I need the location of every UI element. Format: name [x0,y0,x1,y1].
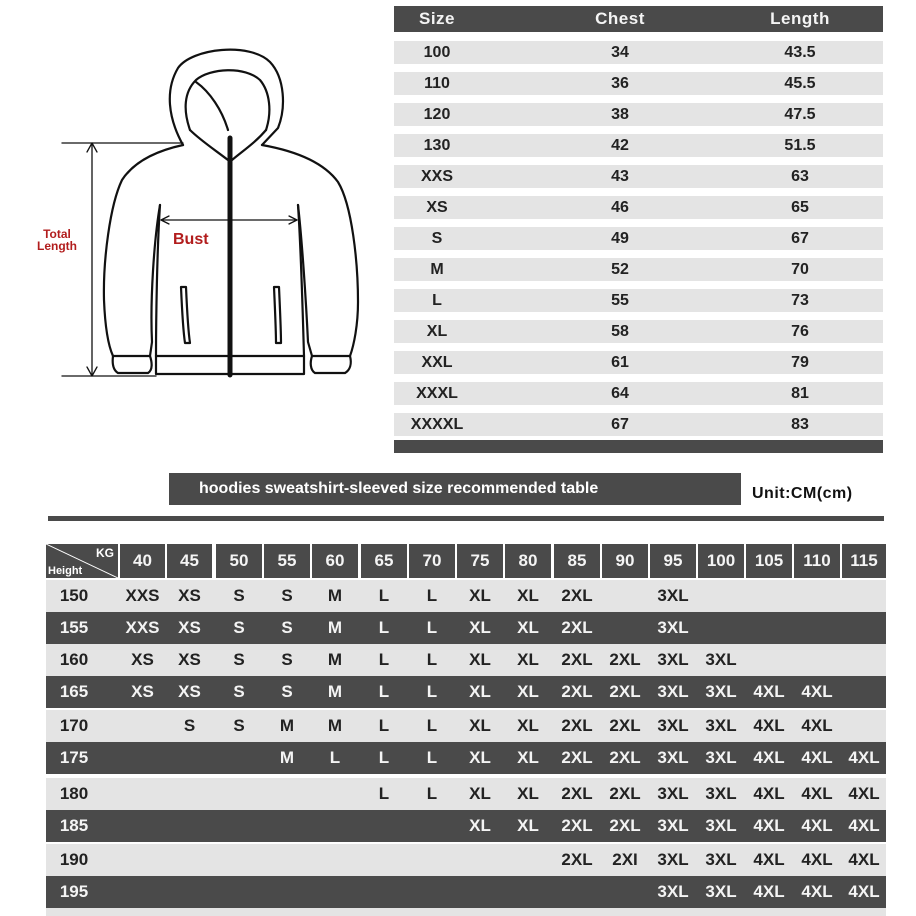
total-length-line2: Length [37,239,77,253]
corner-kg-label: KG [96,546,114,560]
kg-header-row [46,544,886,578]
size-recommendation-cell: XS [178,682,201,701]
size-recommendation-cell: 4XL [801,682,833,701]
size-recommendation-cell: XL [469,586,491,605]
size-recommendation-cell: 2XL [609,650,641,669]
size-recommendation-cell: L [378,650,390,669]
size-recommendation-cell: XS [178,650,201,669]
length-cell: 83 [791,415,809,433]
size-cell: XXL [421,353,453,371]
size-recommendation-cell: L [426,748,438,767]
size-recommendation-cell: 2XL [561,586,593,605]
chest-cell: 42 [611,136,629,154]
kg-column-header: 105 [746,544,792,578]
chest-cell: 49 [611,229,629,247]
size-recommendation-cell: L [426,784,438,803]
size-cell: M [430,260,444,278]
total-length-label [28,228,86,252]
size-table-row [394,72,883,95]
kg-column-header: 115 [842,544,886,578]
height-cell: 150 [59,586,89,605]
length-cell: 45.5 [784,74,816,92]
size-recommendation-cell: L [329,748,341,767]
size-recommendation-cell: S [281,650,293,669]
size-cell: 110 [424,74,450,92]
size-recommendation-cell: L [426,586,438,605]
size-recommendation-cell: 4XL [753,748,785,767]
chest-cell: 52 [611,260,629,278]
chest-cell: 34 [611,43,629,61]
size-recommendation-cell: XL [517,586,539,605]
size-recommendation-cell: L [426,650,438,669]
height-cell: 185 [59,816,89,835]
size-recommendation-cell: S [281,682,293,701]
corner-height-label: Height [48,565,83,577]
chest-cell: 64 [611,384,629,402]
size-recommendation-cell: 4XL [801,850,833,869]
size-recommendation-cell: XL [469,682,491,701]
size-recommendation-cell: 4XL [848,850,880,869]
height-cell: 175 [59,748,89,767]
size-recommendation-cell: 4XL [753,682,785,701]
size-recommendation-cell: XL [517,618,539,637]
size-recommendation-cell: 2XL [561,716,593,735]
kg-column-header: 50 [216,544,262,578]
size-recommendation-cell: 3XL [657,586,689,605]
length-cell: 76 [791,322,809,340]
size-recommendation-cell: XL [517,682,539,701]
size-table-row [394,382,883,405]
size-recommendation-cell: 4XL [848,784,880,803]
size-cell: XS [426,198,448,216]
size-recommendation-cell: 4XL [753,882,785,901]
hoodie-diagram [30,40,370,400]
length-cell: 73 [791,291,809,309]
size-recommendation-cell: XXS [125,618,160,637]
size-recommendation-cell: 3XL [705,882,737,901]
size-recommendation-cell: S [233,650,245,669]
size-recommendation-cell: 4XL [848,816,880,835]
size-recommendation-cell: 2XL [609,816,641,835]
length-header: Length [770,9,830,28]
kg-column-header: 110 [794,544,840,578]
chest-cell: 55 [611,291,629,309]
height-cell: 180 [59,784,89,803]
size-recommendation-cell: S [233,618,245,637]
length-cell: 63 [791,167,809,185]
height-cell: 190 [59,850,89,869]
length-cell: 79 [791,353,809,371]
size-recommendation-cell: 3XL [657,882,689,901]
size-table-row [394,258,883,281]
size-recommendation-cell: XL [517,784,539,803]
size-recommendation-cell: 4XL [753,850,785,869]
kg-column-header: 60 [312,544,358,578]
size-recommendation-cell: 4XL [753,784,785,803]
size-recommendation-cell: XS [178,586,201,605]
height-cell: 155 [59,618,89,637]
size-recommendation-cell: XL [469,748,491,767]
length-cell: 51.5 [784,136,816,154]
size-recommendation-cell: 3XL [705,682,737,701]
size-recommendation-cell: 2XL [561,682,593,701]
size-recommendation-cell: M [327,650,343,669]
size-recommendation-cell: 3XL [705,748,737,767]
recommend-table-title: hoodies sweatshirt-sleeved size recommended table [169,473,741,505]
size-recommendation-cell: XL [469,716,491,735]
size-recommendation-cell: M [327,618,343,637]
size-recommendation-cell: L [378,586,390,605]
size-recommendation-cell: M [327,586,343,605]
size-recommendation-cell: 2XL [561,784,593,803]
size-table-row [394,196,883,219]
size-recommendation-cell: S [183,716,196,735]
grid-row [46,580,886,612]
size-recommendation-cell: S [233,716,245,735]
kg-column-header: 80 [505,544,551,578]
kg-column-header: 75 [457,544,503,578]
size-recommendation-cell: 3XL [705,816,737,835]
size-cell: XL [426,322,448,340]
grid-bottom-band [46,908,886,916]
grid-row [46,876,886,908]
size-table [394,6,883,436]
chest-cell: 58 [611,322,629,340]
size-cell: 100 [423,43,451,61]
size-table-header [394,6,883,32]
size-recommendation-cell: L [378,716,390,735]
length-cell: 47.5 [784,105,816,123]
height-cell: 195 [59,882,89,901]
size-recommendation-cell: 3XL [705,784,737,803]
size-recommendation-cell: 3XL [657,682,689,701]
size-recommendation-cell: L [426,682,438,701]
size-recommendation-cell: L [426,618,438,637]
size-table-footer-bar [394,440,883,453]
size-recommendation-cell: 2XL [609,748,641,767]
grid-row [46,844,886,876]
chest-cell: 43 [611,167,629,185]
size-recommendation-cell: XL [517,816,539,835]
size-recommendation-cell: L [378,748,390,767]
size-cell: L [432,291,442,309]
grid-row [46,644,886,676]
length-cell: 67 [791,229,809,247]
grid-row [46,810,886,842]
bust-label: Bust [173,231,209,248]
unit-label: Unit:CM(cm) [752,485,853,502]
size-recommendation-cell: M [327,716,343,735]
size-recommendation-cell: XL [469,784,491,803]
size-recommendation-cell: 4XL [801,816,833,835]
kg-column-header: 85 [554,544,600,578]
size-table-row [394,134,883,157]
chest-cell: 46 [611,198,629,216]
size-cell: XXXL [416,384,458,402]
kg-column-header: 45 [167,544,212,578]
size-table-body [394,41,883,436]
size-recommendation-cell: 2XL [609,716,641,735]
kg-column-header: 90 [602,544,648,578]
size-recommendation-cell: 4XL [848,882,880,901]
size-table-row [394,320,883,343]
size-recommendation-cell: 4XL [753,716,785,735]
size-recommendation-cell: M [327,682,343,701]
size-recommendation-cell: L [378,784,390,803]
size-recommendation-cell: M [279,748,295,767]
size-recommendation-cell: 4XL [801,716,833,735]
length-cell: 81 [791,384,809,402]
grid-row [46,778,886,810]
length-cell: 43.5 [784,43,816,61]
kg-column-header: 95 [650,544,696,578]
size-recommendation-cell: 2XL [561,748,593,767]
size-recommendation-cell: XS [131,682,154,701]
size-table-row [394,227,883,250]
kg-column-header: 65 [361,544,407,578]
size-recommendation-cell: M [279,716,295,735]
size-recommendation-cell: L [378,618,390,637]
size-recommendation-cell: XL [469,816,491,835]
size-cell: XXS [420,167,453,185]
size-recommendation-cell: S [233,682,245,701]
chest-cell: 36 [611,74,629,92]
grid-row [46,710,886,742]
size-recommendation-cell: 4XL [801,882,833,901]
size-recommendation-cell: S [281,586,293,605]
corner-header [46,544,118,578]
grid-row [46,742,886,774]
size-cell: 130 [423,136,451,154]
size-recommendation-cell: XL [517,748,539,767]
size-recommendation-cell: 3XL [657,748,689,767]
total-length-line1: Total [43,227,71,241]
size-recommendation-cell: 3XL [657,850,689,869]
size-recommendation-cell: S [233,586,245,605]
size-recommendation-cell: XL [517,716,539,735]
grid-row [46,676,886,708]
size-cell: 120 [423,105,451,123]
size-recommendation-cell: XXS [125,586,160,605]
height-cell: 165 [59,682,89,701]
length-cell: 65 [791,198,809,216]
size-recommendation-cell: XL [469,650,491,669]
size-cell: S [431,229,443,247]
size-recommendation-cell: 2XL [609,682,641,701]
kg-column-header: 55 [264,544,310,578]
size-header: Size [418,9,456,28]
chest-cell: 67 [611,415,629,433]
size-table-row [394,165,883,188]
size-recommendation-cell: 2XL [561,816,593,835]
kg-column-header: 70 [409,544,455,578]
size-recommendation-cell: 4XL [848,748,880,767]
size-recommendation-cell: 3XL [657,784,689,803]
size-table-row [394,41,883,64]
length-cell: 70 [791,260,809,278]
chest-cell: 61 [611,353,629,371]
height-cell: 170 [59,716,89,735]
size-recommendation-cell: 4XL [801,748,833,767]
size-recommendation-cell: 3XL [657,816,689,835]
size-table-row [394,351,883,374]
size-recommendation-cell: XL [517,650,539,669]
chest-header: Chest [595,9,645,28]
kg-column-header: 100 [698,544,744,578]
size-recommendation-cell: 3XL [705,850,737,869]
size-recommendation-cell: 3XL [705,716,737,735]
size-table-row [394,289,883,312]
chest-cell: 38 [611,105,629,123]
size-cell: XXXXL [410,415,464,433]
size-recommendation-cell: 3XL [705,650,737,669]
size-recommendation-cell: 2XL [561,850,593,869]
size-recommendation-cell: 3XL [657,716,689,735]
size-table-row [394,103,883,126]
size-recommendation-cell: 4XL [753,816,785,835]
size-recommendation-cell: S [281,618,293,637]
size-recommendation-cell: 2XL [561,650,593,669]
size-table-row [394,413,883,436]
divider [48,516,884,521]
size-recommendation-cell: 3XL [657,618,689,637]
size-recommendation-cell: 4XL [801,784,833,803]
height-cell: 160 [59,650,89,669]
size-recommendation-cell: L [378,682,390,701]
size-recommendation-cell: 3XL [657,650,689,669]
size-recommendation-cell: XL [469,618,491,637]
kg-column-header: 40 [120,544,165,578]
size-recommendation-cell: 2XL [609,784,641,803]
size-recommendation-cell: XS [131,650,154,669]
size-recommendation-cell: 2XL [561,618,593,637]
grid-row [46,612,886,644]
size-recommendation-cell: 2XI [612,850,638,869]
size-recommendation-cell: XS [178,618,201,637]
size-recommendation-cell: L [426,716,438,735]
